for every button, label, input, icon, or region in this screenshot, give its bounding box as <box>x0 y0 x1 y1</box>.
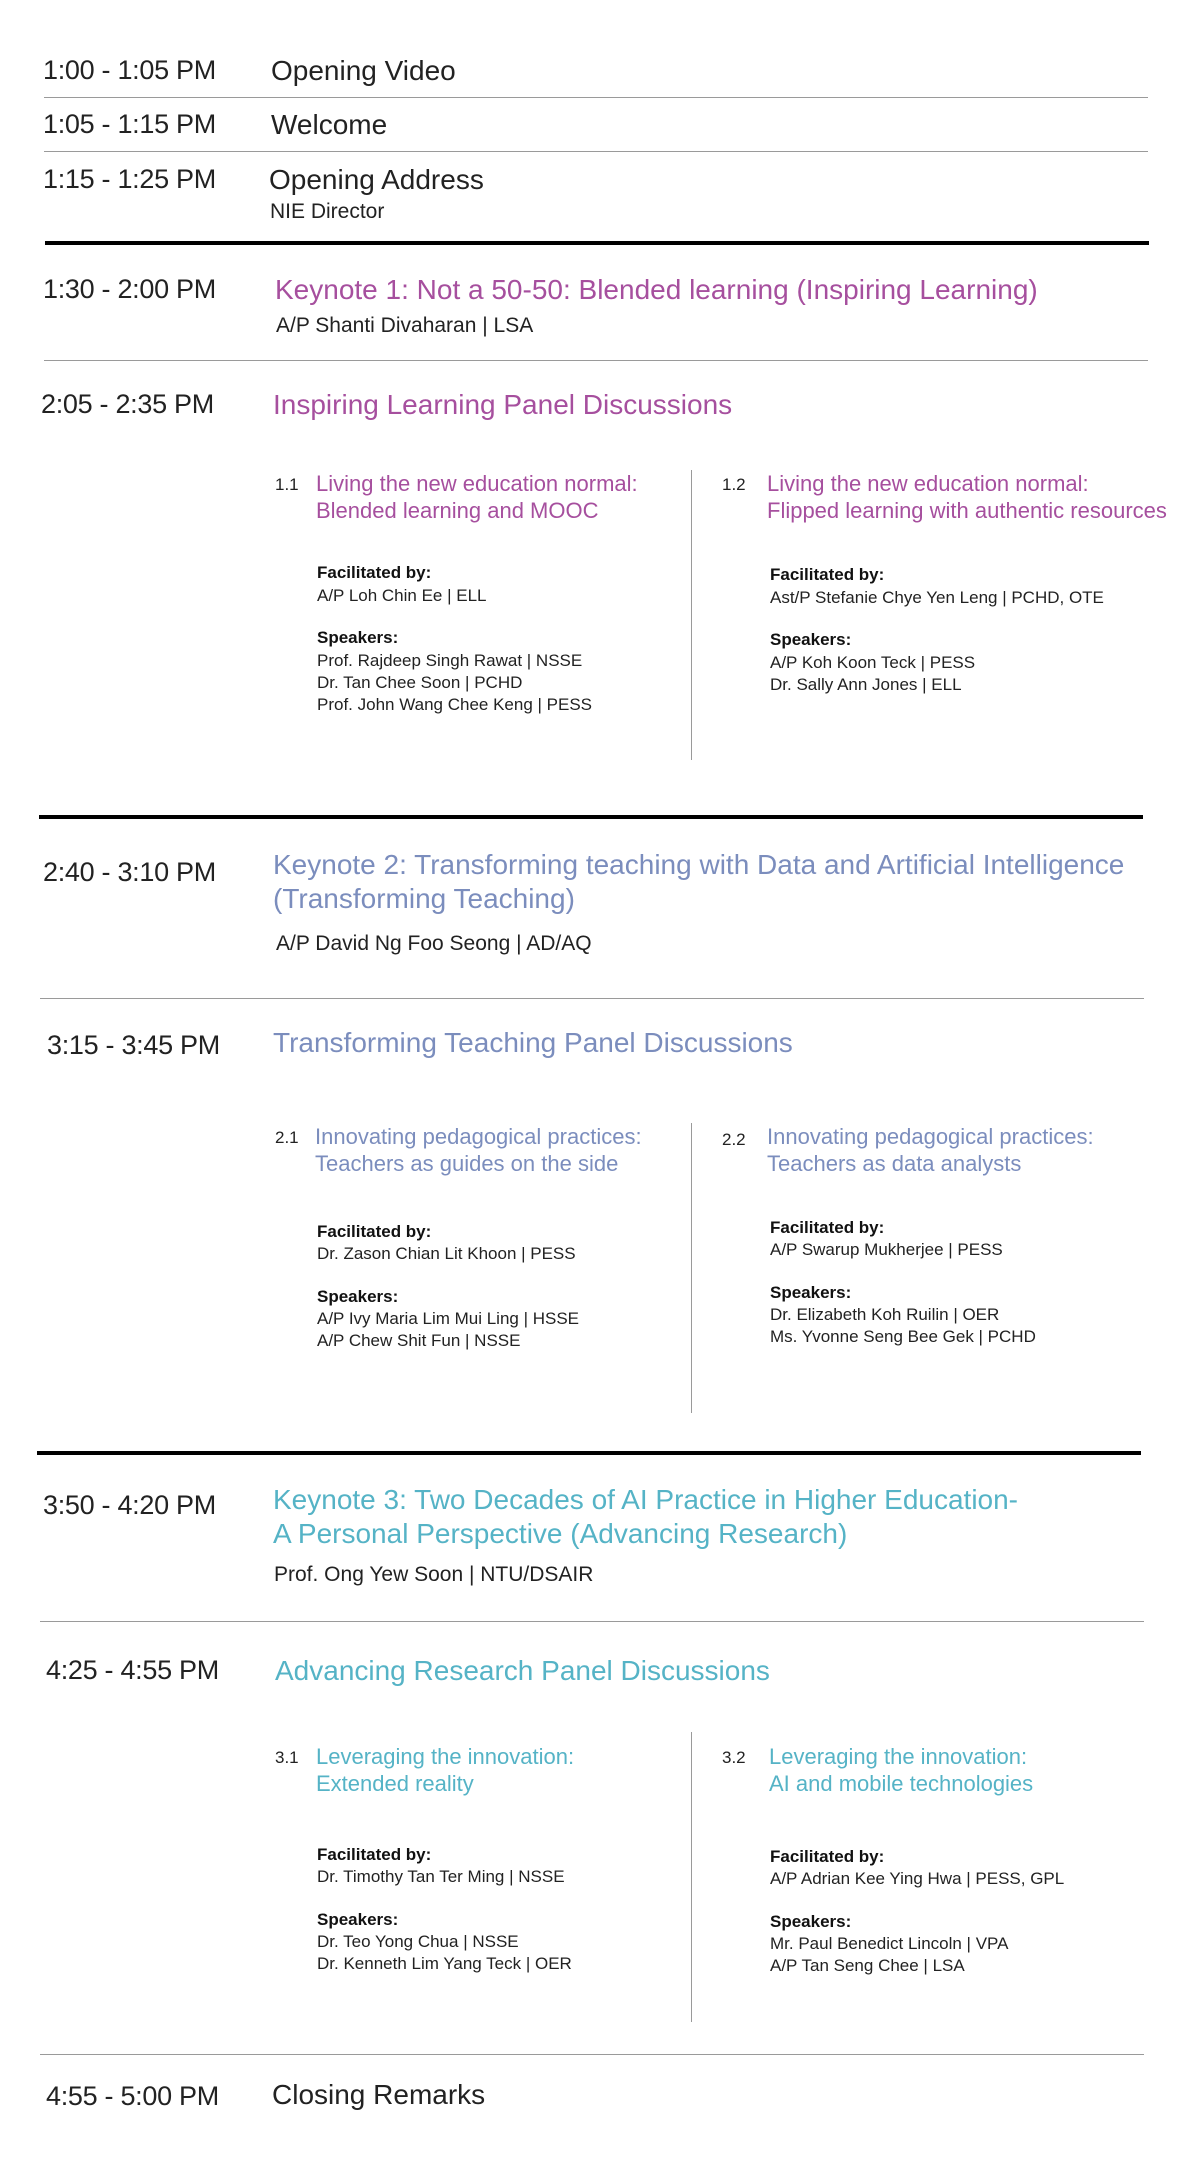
time-closing: 4:55 - 5:00 PM <box>46 2081 219 2111</box>
speaker-keynote-3: Prof. Ong Yew Soon | NTU/DSAIR <box>274 1563 594 1586</box>
title-panel-2: Transforming Teaching Panel Discussions <box>273 1027 793 1058</box>
time-keynote-2: 2:40 - 3:10 PM <box>43 857 216 887</box>
speaker-keynote-2: A/P David Ng Foo Seong | AD/AQ <box>276 932 592 955</box>
title-closing: Closing Remarks <box>272 2079 486 2110</box>
speakers-list: A/P Ivy Maria Lim Mui Ling | HSSE A/P Chew Shit Fun | NSSE <box>317 1309 580 1350</box>
session-title: Leveraging the innovation: Extended reality <box>316 1744 575 1796</box>
column-divider <box>691 470 692 760</box>
facilitator: Dr. Zason Chian Lit Khoon | PESS <box>317 1244 576 1263</box>
time-panel-1: 2:05 - 2:35 PM <box>41 389 214 419</box>
divider <box>44 97 1148 98</box>
time-keynote-1: 1:30 - 2:00 PM <box>43 274 216 304</box>
title-opening-video: Opening Video <box>271 55 456 86</box>
section-divider <box>37 1451 1141 1455</box>
facilitator: A/P Loh Chin Ee | ELL <box>317 586 487 605</box>
speakers-label: Speakers: <box>317 1910 399 1929</box>
facilitator: Dr. Timothy Tan Ter Ming | NSSE <box>317 1867 565 1886</box>
facilitated-label: Facilitated by: <box>317 1222 432 1241</box>
speaker-opening-address: NIE Director <box>270 200 385 223</box>
session-title: Leveraging the innovation: AI and mobile technologies <box>769 1744 1034 1796</box>
facilitated-label: Facilitated by: <box>317 1845 432 1864</box>
time-opening-video: 1:00 - 1:05 PM <box>43 55 216 85</box>
section-divider <box>39 815 1143 819</box>
time-panel-2: 3:15 - 3:45 PM <box>47 1030 220 1060</box>
speakers-list: Prof. Rajdeep Singh Rawat | NSSE Dr. Tan Chee Soon | PCHD Prof. John Wang Chee Keng | PESS <box>317 651 592 714</box>
section-divider <box>45 241 1149 245</box>
facilitated-label: Facilitated by: <box>770 1847 885 1866</box>
time-welcome: 1:05 - 1:15 PM <box>43 109 216 139</box>
session-title: Innovating pedagogical practices: Teachers as data analysts <box>767 1124 1094 1176</box>
speakers-label: Speakers: <box>770 1283 852 1302</box>
title-welcome: Welcome <box>271 109 388 140</box>
speaker-keynote-1: A/P Shanti Divaharan | LSA <box>276 314 534 337</box>
facilitated-label: Facilitated by: <box>317 563 432 582</box>
divider <box>40 1621 1144 1622</box>
facilitated-label: Facilitated by: <box>770 1218 885 1237</box>
divider <box>40 2054 1144 2055</box>
facilitated-label: Facilitated by: <box>770 565 885 584</box>
time-panel-3: 4:25 - 4:55 PM <box>46 1655 219 1685</box>
speakers-list: Dr. Elizabeth Koh Ruilin | OER Ms. Yvonne Seng Bee Gek | PCHD <box>770 1305 1036 1346</box>
divider <box>40 998 1144 999</box>
speakers-label: Speakers: <box>317 628 399 647</box>
session-title: Innovating pedagogical practices: Teachers as guides on the side <box>315 1124 642 1176</box>
column-divider <box>691 1123 692 1413</box>
title-opening-address: Opening Address <box>269 164 484 195</box>
session-number: 3.2 <box>722 1748 746 1767</box>
title-keynote-3: Keynote 3: Two Decades of AI Practice in Higher Education- A Personal Perspective (Advancing Research) <box>273 1484 1019 1549</box>
session-title: Living the new education normal: Blended learning and MOOC <box>316 471 638 523</box>
column-divider <box>691 1732 692 2022</box>
speakers-list: Mr. Paul Benedict Lincoln | VPA A/P Tan Seng Chee | LSA <box>770 1934 1009 1975</box>
session-number: 1.1 <box>275 475 299 494</box>
speakers-label: Speakers: <box>770 1912 852 1931</box>
speakers-list: Dr. Teo Yong Chua | NSSE Dr. Kenneth Lim Yang Teck | OER <box>317 1932 572 1973</box>
session-number: 2.2 <box>722 1130 746 1149</box>
divider <box>44 151 1148 152</box>
speakers-label: Speakers: <box>317 1287 399 1306</box>
title-panel-3: Advancing Research Panel Discussions <box>275 1655 770 1686</box>
time-opening-address: 1:15 - 1:25 PM <box>43 164 216 194</box>
session-number: 2.1 <box>275 1128 299 1147</box>
session-number: 3.1 <box>275 1748 299 1767</box>
divider <box>44 360 1148 361</box>
title-panel-1: Inspiring Learning Panel Discussions <box>273 389 733 420</box>
session-title: Living the new education normal: Flipped learning with authentic resources <box>767 471 1167 523</box>
speakers-list: A/P Koh Koon Teck | PESS Dr. Sally Ann Jones | ELL <box>770 653 976 694</box>
speakers-label: Speakers: <box>770 630 852 649</box>
title-keynote-1: Keynote 1: Not a 50-50: Blended learning (Inspiring Learning) <box>275 274 1038 305</box>
facilitator: Ast/P Stefanie Chye Yen Leng | PCHD, OTE <box>770 588 1104 607</box>
facilitator: A/P Swarup Mukherjee | PESS <box>770 1240 1003 1259</box>
time-keynote-3: 3:50 - 4:20 PM <box>43 1490 216 1520</box>
title-keynote-2: Keynote 2: Transforming teaching with Data and Artificial Intelligence (Transforming Teaching) <box>273 849 1125 914</box>
session-number: 1.2 <box>722 475 746 494</box>
facilitator: A/P Adrian Kee Ying Hwa | PESS, GPL <box>770 1869 1065 1888</box>
